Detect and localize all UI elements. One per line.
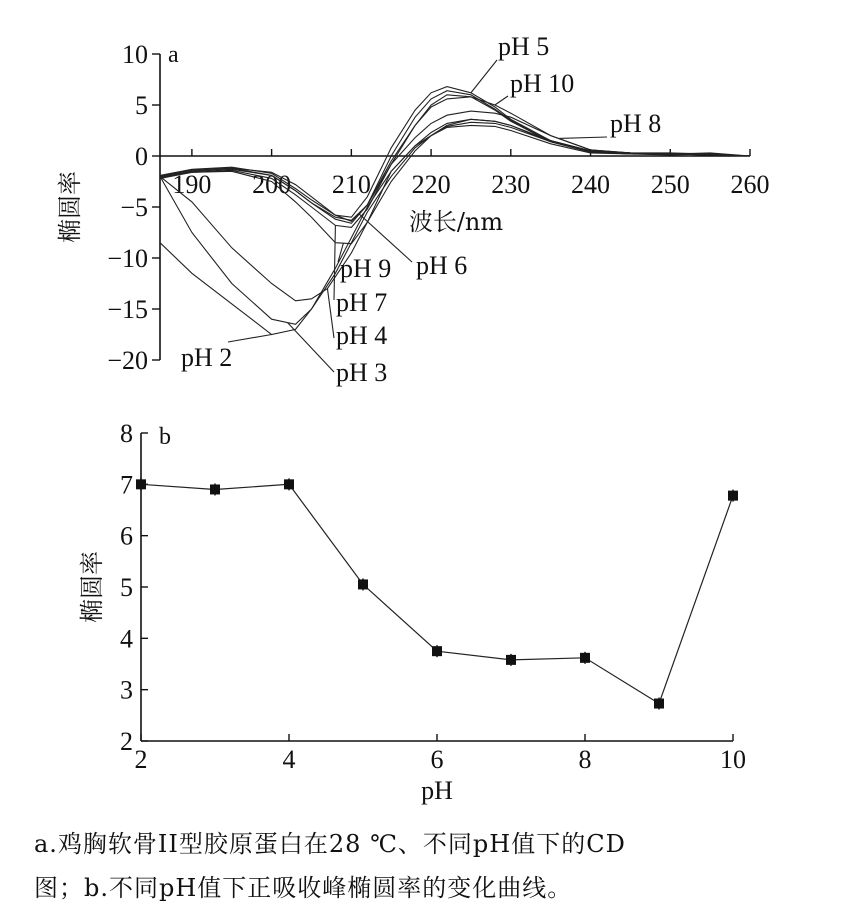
x-axis-title: pH — [421, 776, 453, 805]
series-label: pH 6 — [416, 251, 468, 280]
caption-line-1: a.鸡胸软骨II型胶原蛋白在28 ℃、不同pH值下的CD — [34, 830, 626, 858]
y-tick-label: 0 — [135, 142, 148, 171]
series-line — [141, 484, 733, 703]
y-tick-label: 3 — [120, 675, 133, 705]
data-point — [432, 646, 442, 656]
x-tick-label: 8 — [578, 745, 592, 774]
series-label: pH 8 — [610, 109, 662, 138]
panel-letter: b — [159, 424, 171, 450]
y-tick-label: 10 — [122, 40, 148, 69]
x-tick-label: 200 — [252, 170, 292, 199]
series-leader-line — [288, 323, 334, 372]
y-tick-label: 4 — [120, 624, 133, 654]
x-axis-title: 波长/nm — [408, 208, 504, 236]
x-tick-label: 4 — [282, 745, 296, 774]
figure-caption — [34, 822, 834, 910]
series-leader-line — [495, 96, 508, 105]
x-tick-label: 250 — [650, 170, 690, 199]
series-label: pH 7 — [336, 288, 388, 317]
x-tick-label: 6 — [430, 745, 444, 774]
series-leader-line — [471, 60, 497, 93]
caption-line-2: 图；b.不同pH值下正吸收峰椭圆率的变化曲线。 — [34, 874, 573, 902]
x-tick-label: 220 — [411, 170, 451, 199]
series-label: pH 9 — [340, 254, 392, 283]
series-line — [160, 97, 750, 222]
y-tick-label: 5 — [135, 91, 148, 120]
x-tick-label: 2 — [134, 745, 148, 774]
y-tick-label: 7 — [120, 470, 133, 500]
panel-a-chart — [56, 32, 770, 387]
data-point — [284, 479, 294, 489]
x-tick-label: 260 — [730, 170, 770, 199]
y-tick-label: 8 — [120, 419, 133, 448]
y-tick-label: 6 — [120, 521, 133, 551]
series-label: pH 10 — [510, 69, 575, 98]
series-label: pH 4 — [336, 321, 388, 350]
series-line — [160, 111, 750, 220]
series-leader-line — [228, 335, 272, 343]
y-tick-label: 5 — [120, 573, 133, 602]
y-tick-label: −10 — [107, 244, 148, 273]
data-point — [580, 653, 590, 663]
series-line — [160, 91, 750, 224]
x-tick-label: 190 — [172, 170, 212, 199]
data-point — [136, 479, 146, 489]
data-point — [210, 484, 220, 494]
y-tick-label: −20 — [107, 346, 148, 375]
panel-b-chart — [78, 419, 746, 805]
y-axis-title: 椭圆率 — [56, 171, 84, 243]
data-point — [728, 491, 738, 501]
data-point — [654, 699, 664, 709]
y-tick-label: 2 — [120, 727, 133, 756]
series-leader-line — [327, 289, 334, 338]
x-tick-label: 230 — [491, 170, 531, 199]
x-tick-label: 10 — [720, 745, 746, 774]
x-tick-label: 210 — [331, 170, 371, 199]
series-label: pH 3 — [336, 358, 388, 387]
y-tick-label: −5 — [120, 193, 148, 222]
series-leader-line — [559, 137, 607, 138]
panel-letter: a — [168, 42, 179, 68]
series-label: pH 5 — [498, 32, 550, 61]
y-axis-title: 椭圆率 — [78, 551, 106, 623]
y-tick-label: −15 — [107, 295, 148, 324]
series-label: pH 2 — [181, 343, 233, 372]
x-tick-label: 240 — [571, 170, 611, 199]
data-point — [358, 579, 368, 589]
data-point — [506, 655, 516, 665]
